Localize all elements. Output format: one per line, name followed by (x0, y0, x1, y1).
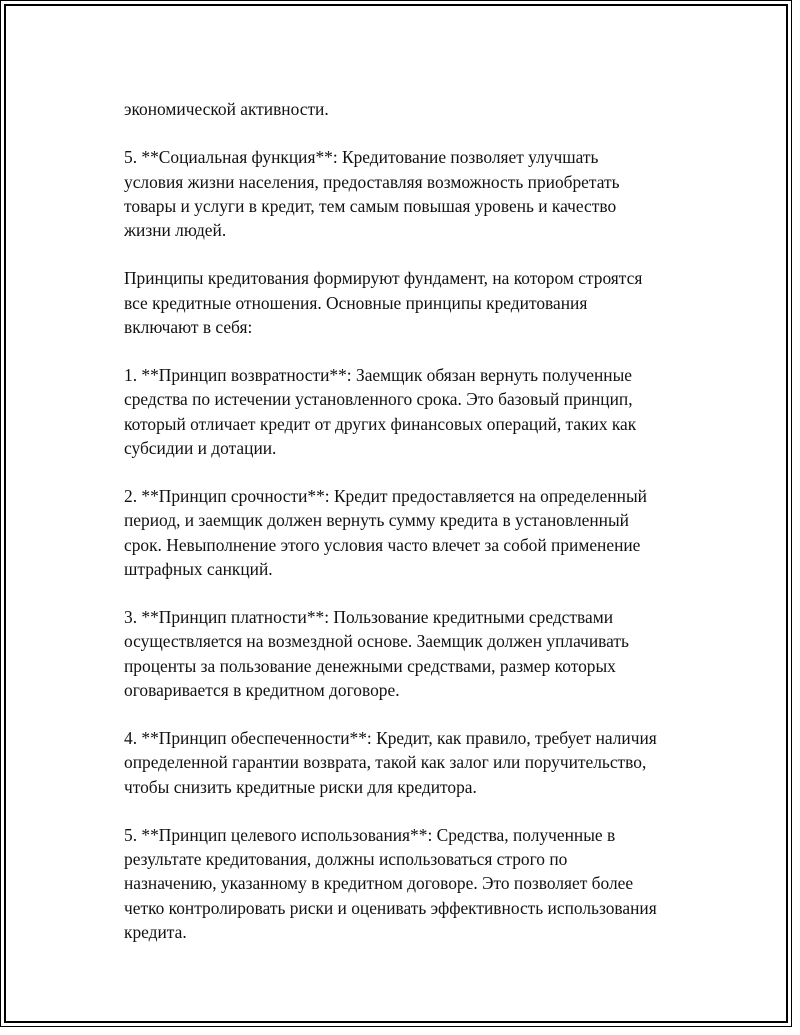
paragraph-principle-repayment: 1. **Принцип возвратности**: Заемщик обязан вернуть полученные средства по истечении установленного срока. Это базовый принцип, который отличает кредит от других финансовых операций, таких как субсидии и дотации. (124, 365, 637, 458)
paragraph-principle-purpose: 5. **Принцип целевого использования**: Средства, полученные в результате кредитования, должны использоваться строго по назначению, указанному в кредитном договоре. Это позволяет более четко контролировать риски и оценивать эффективность использования кредита. (124, 824, 657, 942)
paragraph-principles-intro: Принципы кредитования формируют фундамент, на котором строятся все кредитные отношения. Основные принципы кредитования включают в себя: (124, 268, 643, 337)
paragraph-principle-term: 2. **Принцип срочности**: Кредит предоставляется на определенный период, и заемщик должен вернуть сумму кредита в установленный срок. Невыполнение этого условия часто влечет за собой применение штрафных санкций. (124, 486, 647, 579)
page-frame (4, 4, 788, 1023)
paragraph-social-function: 5. **Социальная функция**: Кредитование позволяет улучшать условия жизни населения, предоставляя возможность приобретать товары и услуги в кредит, тем самым повышая уровень и качество жизни людей. (124, 147, 620, 240)
paragraph-principle-payment: 3. **Принцип платности**: Пользование кредитными средствами осуществляется на возмездной основе. Заемщик должен уплачивать проценты за пользование денежными средствами, размер которых оговаривается в кредитном договоре. (124, 607, 629, 700)
paragraph-economic-activity-end: экономической активности. (124, 99, 329, 119)
paragraph-principle-security: 4. **Принцип обеспеченности**: Кредит, как правило, требует наличия определенной гарантии возврата, такой как залог или поручительство, чтобы снизить кредитные риски для кредитора. (124, 728, 657, 797)
document-body (124, 97, 694, 968)
